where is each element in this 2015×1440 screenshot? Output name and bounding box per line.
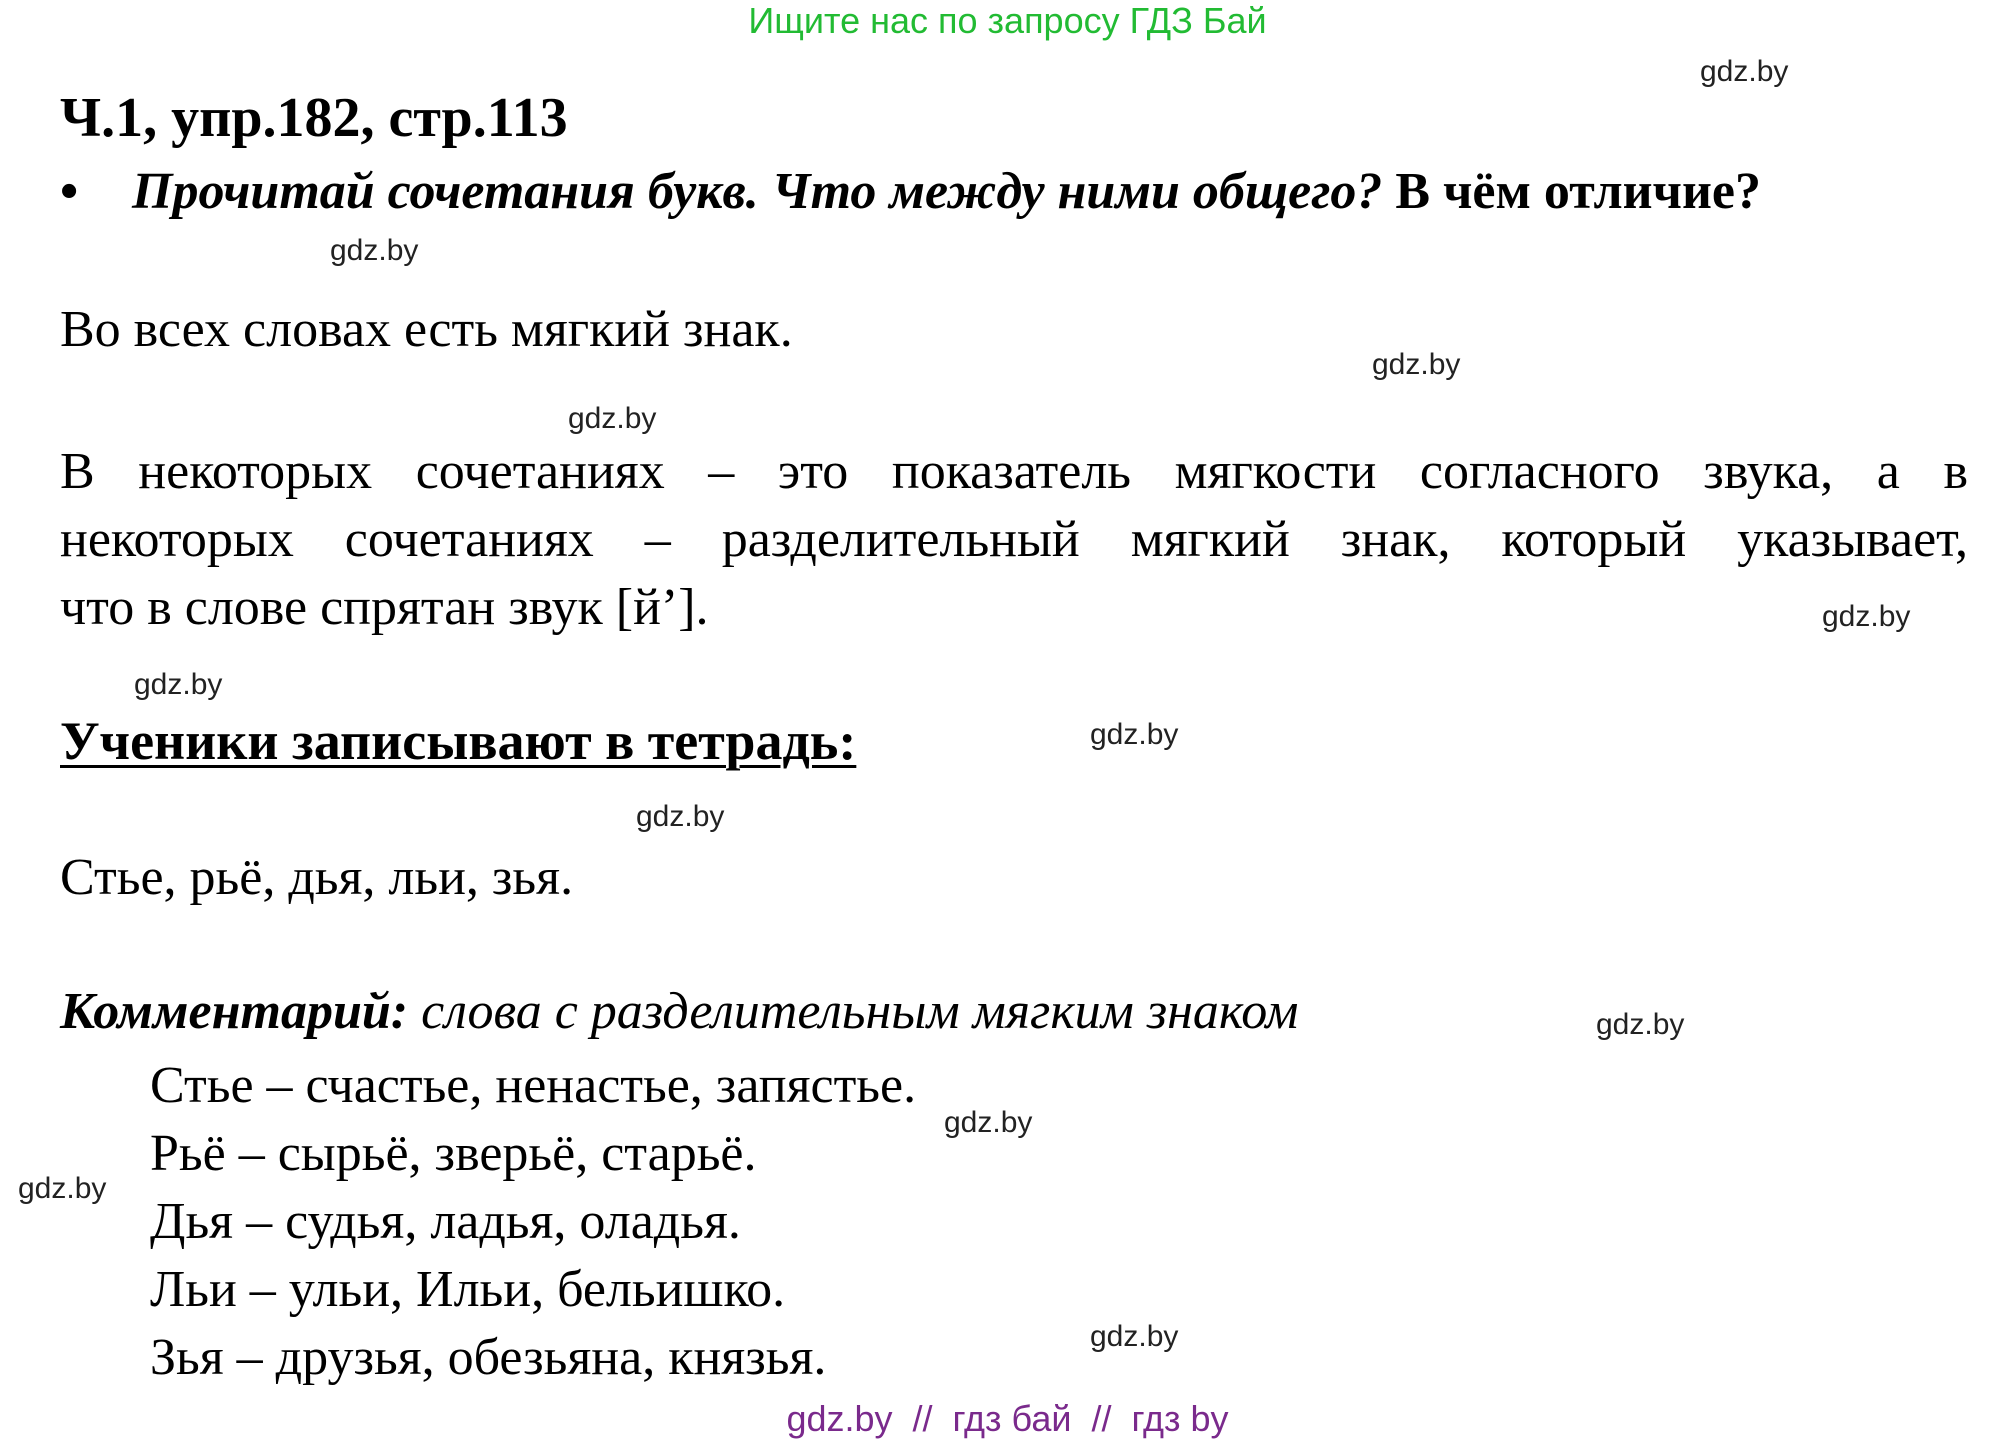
task-question-rest: В чём отличие? [1382,163,1761,220]
watermark: gdz.by [1596,1008,1685,1041]
comment-label: Комментарий: [60,983,409,1040]
section-heading: Ученики записывают в тетрадь: [60,711,857,771]
paragraph-2 [60,438,1968,642]
list-item: Зья – друзья, обезьяна, князья. [150,1329,827,1386]
task-line [60,162,1761,221]
paragraph-2-line-3: что в слове спрятан звук [й’]. [60,579,709,636]
list-item: Льи – ульи, Ильи, бельишко. [150,1261,786,1318]
paragraph-3: Стье, рьё, дья, льи, зья. [60,849,574,906]
list-item: Рьё – сырьё, зверьё, старьё. [150,1125,757,1182]
watermark: gdz.by [568,402,657,435]
watermark: gdz.by [1700,55,1789,88]
list-item: Дья – судья, ладья, оладья. [150,1193,741,1250]
watermark: gdz.by [636,800,725,833]
bottom-banner: gdz.by // гдз бай // гдз by [786,1398,1229,1439]
watermark: gdz.by [944,1106,1033,1139]
paragraph-1: Во всех словах есть мягкий знак. [60,301,793,358]
comment-line [60,982,1298,1041]
watermark: gdz.by [1822,600,1911,633]
bullet: • [60,163,79,220]
watermark: gdz.by [1090,718,1179,751]
watermark: gdz.by [1372,348,1461,381]
top-banner: Ищите нас по запросу ГДЗ Бай [748,0,1267,41]
comment-text: слова с разделительным мягким знаком [408,983,1299,1040]
paragraph-2-line-2: некоторых сочетаниях – разделительный мягкий знак, который указывает, [60,511,1968,568]
watermark: gdz.by [134,668,223,701]
task-question: Прочитай сочетания букв. Что между ними общего? [132,163,1383,220]
page-title: Ч.1, упр.182, стр.113 [60,87,568,149]
paragraph-2-line-1: В некоторых сочетаниях – это показатель мягкости согласного звука, а в [60,443,1968,500]
watermark: gdz.by [18,1172,107,1205]
watermark: gdz.by [330,234,419,267]
examples-list [150,1052,916,1392]
watermark: gdz.by [1090,1320,1179,1353]
list-item: Стье – счастье, ненастье, запястье. [150,1057,917,1114]
